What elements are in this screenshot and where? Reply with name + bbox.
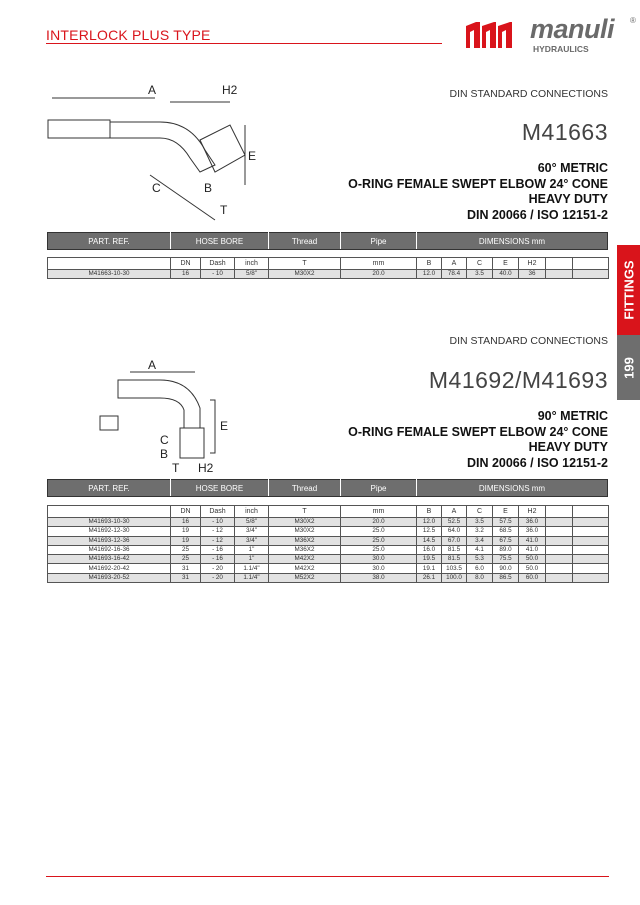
table-cell: 16 bbox=[171, 270, 201, 279]
table-cell: 19 bbox=[171, 527, 201, 536]
header-cell: DIMENSIONS mm bbox=[417, 480, 608, 497]
table-cell bbox=[546, 270, 573, 279]
table-cell: 25.0 bbox=[341, 545, 417, 554]
table-cell: 31 bbox=[171, 573, 201, 582]
header-cell: Pipe bbox=[341, 480, 417, 497]
dimension-label-c: C bbox=[152, 181, 161, 195]
table-cell: 100.0 bbox=[442, 573, 467, 582]
table-cell bbox=[573, 545, 609, 554]
subheader-cell: inch bbox=[235, 258, 269, 270]
subheader-cell: mm bbox=[341, 258, 417, 270]
subheader-cell: Dash bbox=[201, 258, 235, 270]
table-cell: 19 bbox=[171, 536, 201, 545]
table-cell: M41663-10-30 bbox=[48, 270, 171, 279]
dimension-label-a: A bbox=[148, 358, 157, 372]
subheader-cell: T bbox=[269, 506, 341, 518]
header-cell: Thread bbox=[269, 233, 341, 250]
table-cell: M41693-16-42 bbox=[48, 555, 171, 564]
table-row bbox=[48, 555, 609, 564]
table-cell: 5/8" bbox=[235, 270, 269, 279]
table-cell: 86.5 bbox=[493, 573, 519, 582]
description-line: DIN 20066 / ISO 12151-2 bbox=[466, 455, 608, 470]
table-cell: M30X2 bbox=[269, 270, 341, 279]
subheader-cell bbox=[48, 258, 171, 270]
product-1-drawing bbox=[40, 80, 260, 230]
table-cell bbox=[546, 545, 573, 554]
dimension-label-h2: H2 bbox=[222, 83, 238, 97]
table-cell: 4.1 bbox=[467, 545, 493, 554]
description-line: DIN 20066 / ISO 12151-2 bbox=[466, 207, 608, 222]
table-cell: M41693-12-36 bbox=[48, 536, 171, 545]
table-row bbox=[48, 270, 609, 279]
header-rule bbox=[46, 43, 442, 44]
subheader-cell: DN bbox=[171, 506, 201, 518]
table-cell: M41692-20-42 bbox=[48, 564, 171, 573]
page-number-tab bbox=[617, 335, 640, 400]
table-cell: - 16 bbox=[201, 555, 235, 564]
subheader-cell: mm bbox=[341, 506, 417, 518]
header-cell: HOSE BORE bbox=[171, 480, 269, 497]
table-cell: 25 bbox=[171, 545, 201, 554]
table-cell: 36 bbox=[519, 270, 546, 279]
table-cell bbox=[573, 518, 609, 527]
table-cell: 1" bbox=[235, 545, 269, 554]
table-cell: M36X2 bbox=[269, 545, 341, 554]
product-2-drawing bbox=[90, 358, 240, 476]
table-cell: 5/8" bbox=[235, 518, 269, 527]
subheader-cell bbox=[48, 506, 171, 518]
table-cell: M52X2 bbox=[269, 573, 341, 582]
subheader-cell: H2 bbox=[519, 258, 546, 270]
table-cell: 90.0 bbox=[493, 564, 519, 573]
table-cell: M41692-12-30 bbox=[48, 527, 171, 536]
product-2-standard: DIN STANDARD CONNECTIONS bbox=[449, 335, 608, 347]
dimension-label-b: B bbox=[160, 447, 169, 461]
description-line: 90° METRIC bbox=[537, 409, 608, 423]
table-cell: M42X2 bbox=[269, 564, 341, 573]
table-cell: 36.0 bbox=[519, 518, 546, 527]
brand-registered: ® bbox=[630, 16, 636, 25]
product-2-table-header bbox=[47, 479, 608, 497]
table-cell: 1.1/4" bbox=[235, 564, 269, 573]
table-cell: 20.0 bbox=[341, 270, 417, 279]
table-cell: 103.5 bbox=[442, 564, 467, 573]
table-cell: 81.5 bbox=[442, 545, 467, 554]
table-cell: 30.0 bbox=[341, 555, 417, 564]
product-2-code: M41692/M41693 bbox=[428, 367, 608, 393]
table-cell: 16.0 bbox=[417, 545, 442, 554]
header-cell: HOSE BORE bbox=[171, 233, 269, 250]
table-cell: 3.5 bbox=[467, 518, 493, 527]
table-cell: - 20 bbox=[201, 564, 235, 573]
table-row bbox=[48, 518, 609, 527]
table-cell: 3.5 bbox=[467, 270, 493, 279]
table-cell: 40.0 bbox=[493, 270, 519, 279]
table-cell: 31 bbox=[171, 564, 201, 573]
header-cell: DIMENSIONS mm bbox=[417, 233, 608, 250]
table-row bbox=[48, 564, 609, 573]
table-cell: - 20 bbox=[201, 573, 235, 582]
dimension-label-c: C bbox=[160, 433, 169, 447]
table-row bbox=[48, 545, 609, 554]
dimension-label-b: B bbox=[204, 181, 213, 195]
description-line: HEAVY DUTY bbox=[528, 192, 608, 206]
table-cell: 89.0 bbox=[493, 545, 519, 554]
subheader-row bbox=[48, 258, 609, 270]
subheader-cell: E bbox=[493, 506, 519, 518]
table-cell: M30X2 bbox=[269, 518, 341, 527]
table-row bbox=[48, 527, 609, 536]
description-line: 60° METRIC bbox=[537, 161, 608, 175]
table-cell: 3.4 bbox=[467, 536, 493, 545]
table-cell: 12.0 bbox=[417, 270, 442, 279]
table-cell: 64.0 bbox=[442, 527, 467, 536]
table-cell: 1" bbox=[235, 555, 269, 564]
table-cell bbox=[546, 518, 573, 527]
table-cell: 67.0 bbox=[442, 536, 467, 545]
table-cell: 1.1/4" bbox=[235, 573, 269, 582]
table-row bbox=[48, 573, 609, 582]
subheader-cell bbox=[546, 506, 573, 518]
manuli-logo-mark-icon bbox=[466, 22, 526, 50]
table-cell: 50.0 bbox=[519, 564, 546, 573]
table-cell: 16 bbox=[171, 518, 201, 527]
brand-sub: HYDRAULICS bbox=[533, 44, 589, 54]
table-cell bbox=[546, 527, 573, 536]
table-cell: 30.0 bbox=[341, 564, 417, 573]
table-cell: M36X2 bbox=[269, 536, 341, 545]
subheader-cell bbox=[573, 258, 609, 270]
table-cell: 25 bbox=[171, 555, 201, 564]
table-cell: 3/4" bbox=[235, 536, 269, 545]
brand-logo bbox=[466, 16, 640, 58]
table-cell: 3.2 bbox=[467, 527, 493, 536]
table-cell: - 10 bbox=[201, 270, 235, 279]
table-cell: 6.0 bbox=[467, 564, 493, 573]
table-cell: 20.0 bbox=[341, 518, 417, 527]
table-cell: - 12 bbox=[201, 536, 235, 545]
table-cell bbox=[546, 564, 573, 573]
table-cell bbox=[573, 536, 609, 545]
subheader-cell: DN bbox=[171, 258, 201, 270]
subheader-cell bbox=[573, 506, 609, 518]
product-2-description bbox=[348, 409, 608, 471]
product-1-description bbox=[348, 161, 608, 223]
subheader-cell: B bbox=[417, 258, 442, 270]
table-cell bbox=[573, 555, 609, 564]
table-cell: 12.5 bbox=[417, 527, 442, 536]
product-1-table-header bbox=[47, 232, 608, 250]
subheader-cell bbox=[546, 258, 573, 270]
subheader-row bbox=[48, 506, 609, 518]
subheader-cell: T bbox=[269, 258, 341, 270]
table-cell: M42X2 bbox=[269, 555, 341, 564]
table-cell: M30X2 bbox=[269, 527, 341, 536]
table-cell: 19.5 bbox=[417, 555, 442, 564]
product-1-code: M41663 bbox=[521, 119, 608, 145]
table-cell bbox=[546, 573, 573, 582]
table-cell: 81.5 bbox=[442, 555, 467, 564]
table-cell: 41.0 bbox=[519, 536, 546, 545]
description-line: O-RING FEMALE SWEPT ELBOW 24° CONE bbox=[348, 176, 608, 191]
dimension-label-t: T bbox=[172, 461, 180, 475]
header-cell: PART. REF. bbox=[48, 480, 171, 497]
subheader-cell: B bbox=[417, 506, 442, 518]
table-cell: 25.0 bbox=[341, 536, 417, 545]
brand-name: manuli bbox=[530, 14, 615, 44]
dimension-label-e: E bbox=[220, 419, 229, 433]
dimension-label-h2: H2 bbox=[198, 461, 214, 475]
table-cell: 67.5 bbox=[493, 536, 519, 545]
subheader-cell: A bbox=[442, 258, 467, 270]
description-line: HEAVY DUTY bbox=[528, 440, 608, 454]
product-1-standard: DIN STANDARD CONNECTIONS bbox=[449, 88, 608, 100]
table-cell: 41.0 bbox=[519, 545, 546, 554]
table-cell: M41693-10-30 bbox=[48, 518, 171, 527]
table-cell: 25.0 bbox=[341, 527, 417, 536]
header-cell: PART. REF. bbox=[48, 233, 171, 250]
description-line: O-RING FEMALE SWEPT ELBOW 24° CONE bbox=[348, 424, 608, 439]
subheader-cell: A bbox=[442, 506, 467, 518]
table-cell: 57.5 bbox=[493, 518, 519, 527]
dimension-label-e: E bbox=[248, 149, 257, 163]
section-tab[interactable] bbox=[617, 245, 640, 335]
table-cell bbox=[573, 527, 609, 536]
table-cell: 52.5 bbox=[442, 518, 467, 527]
section-tab-label: FITTINGS bbox=[621, 260, 636, 320]
dimension-label-t: T bbox=[220, 203, 228, 217]
table-cell bbox=[546, 536, 573, 545]
footer-rule bbox=[46, 876, 609, 877]
product-2-table bbox=[47, 505, 609, 583]
product-1-table bbox=[47, 257, 609, 279]
subheader-cell: Dash bbox=[201, 506, 235, 518]
page-number: 199 bbox=[621, 356, 636, 379]
table-cell: 3/4" bbox=[235, 527, 269, 536]
table-row bbox=[48, 536, 609, 545]
table-cell: 50.0 bbox=[519, 555, 546, 564]
table-cell: 38.0 bbox=[341, 573, 417, 582]
subheader-cell: C bbox=[467, 258, 493, 270]
table-cell: 36.0 bbox=[519, 527, 546, 536]
subheader-cell: C bbox=[467, 506, 493, 518]
table-cell bbox=[573, 564, 609, 573]
table-cell: 78.4 bbox=[442, 270, 467, 279]
header-cell: Thread bbox=[269, 480, 341, 497]
table-cell: 12.0 bbox=[417, 518, 442, 527]
dimension-label-a: A bbox=[148, 83, 157, 97]
table-cell: - 16 bbox=[201, 545, 235, 554]
table-cell: 19.1 bbox=[417, 564, 442, 573]
subheader-cell: inch bbox=[235, 506, 269, 518]
table-cell: M41693-20-52 bbox=[48, 573, 171, 582]
table-cell: 26.1 bbox=[417, 573, 442, 582]
table-cell bbox=[546, 555, 573, 564]
table-cell: M41692-16-36 bbox=[48, 545, 171, 554]
table-cell: 8.0 bbox=[467, 573, 493, 582]
table-cell: 5.3 bbox=[467, 555, 493, 564]
table-cell bbox=[573, 573, 609, 582]
table-cell: - 10 bbox=[201, 518, 235, 527]
table-cell: 14.5 bbox=[417, 536, 442, 545]
table-cell: - 12 bbox=[201, 527, 235, 536]
page-title: INTERLOCK PLUS TYPE bbox=[46, 27, 211, 43]
header-cell: Pipe bbox=[341, 233, 417, 250]
subheader-cell: E bbox=[493, 258, 519, 270]
table-cell: 75.5 bbox=[493, 555, 519, 564]
subheader-cell: H2 bbox=[519, 506, 546, 518]
table-cell: 68.5 bbox=[493, 527, 519, 536]
table-cell bbox=[573, 270, 609, 279]
table-cell: 60.0 bbox=[519, 573, 546, 582]
